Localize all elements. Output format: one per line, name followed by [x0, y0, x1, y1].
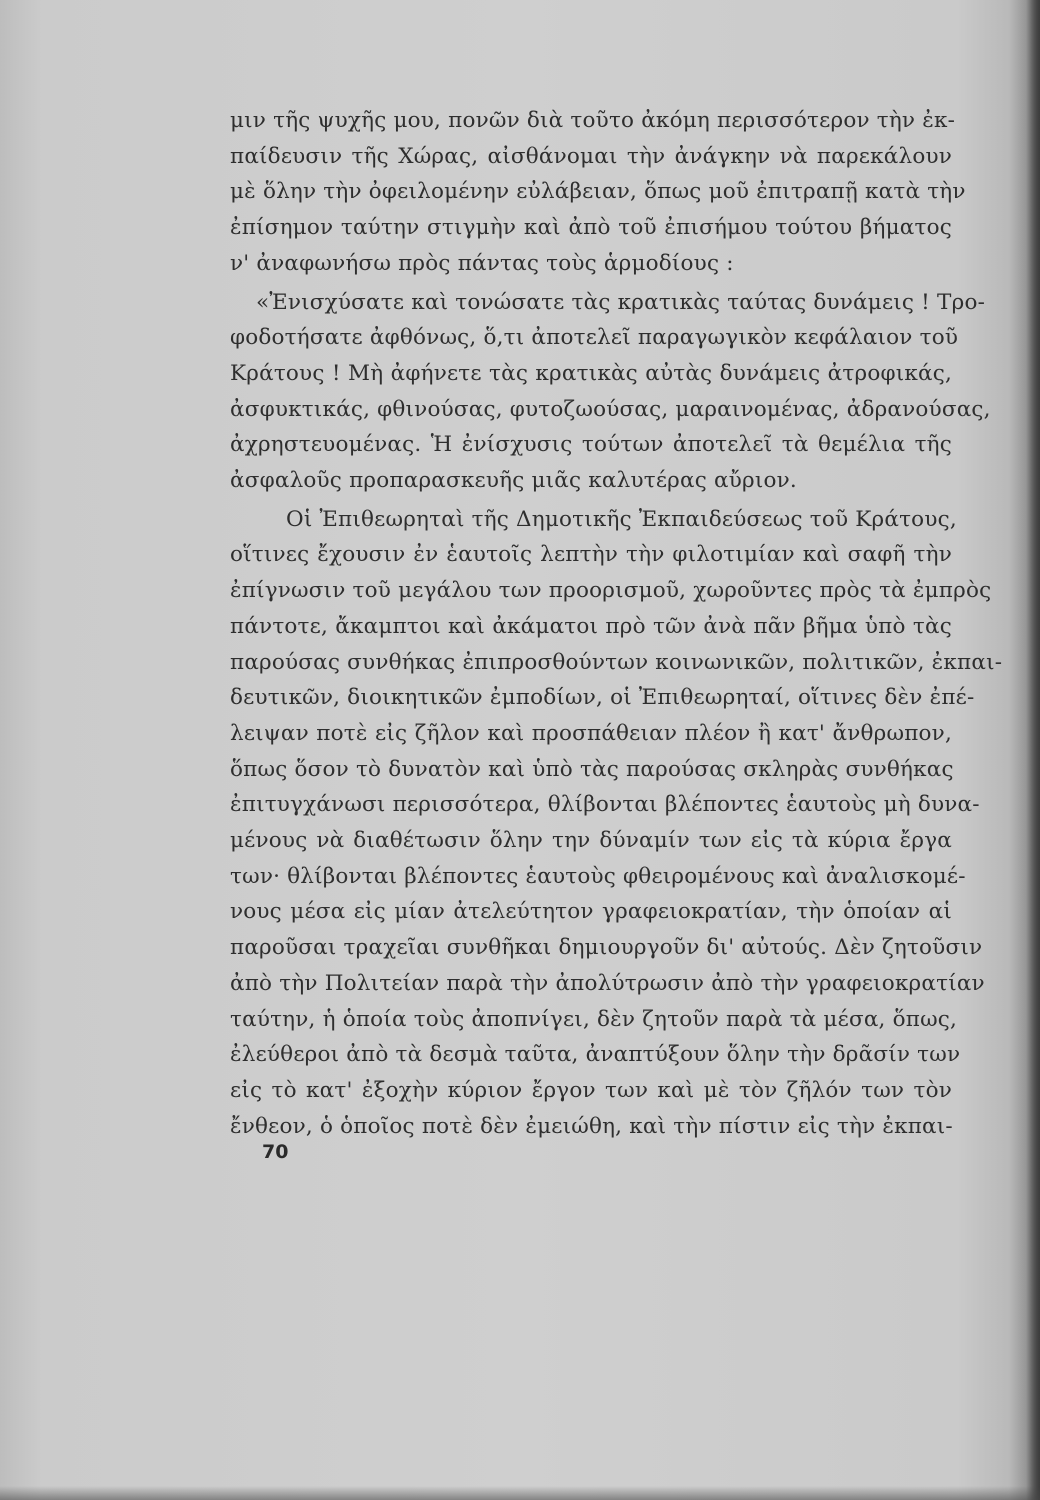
- text-line: ἀχρηστευομένας. Ἡ ἐνίσχυσις τούτων ἀποτελεῖ τὰ θεμέλια τῆς: [230, 432, 952, 458]
- body-text: [230, 103, 1003, 1144]
- page-spine-shadow: [1026, 0, 1040, 1500]
- text-line: ἀπὸ τὴν Πολιτείαν παρὰ τὴν ἀπολύτρωσιν ἀπὸ τὴν γραφειοκρατίαν: [230, 970, 985, 996]
- paragraph-1: [230, 103, 966, 282]
- text-line: φοδοτήσατε ἀφθόνως, ὅ,τι ἀποτελεῖ παραγωγικὸν κεφάλαιον τοῦ: [230, 325, 959, 351]
- text-line: πάντοτε, ἄκαμπτοι καὶ ἀκάματοι πρὸ τῶν ἀνὰ πᾶν βῆμα ὑπὸ τὰς: [230, 613, 952, 639]
- paragraph-3: [230, 502, 1003, 1145]
- text-line: παρούσας συνθήκας ἐπιπροσθούντων κοινωνικῶν, πολιτικῶν, ἐκπαι-: [230, 649, 1003, 675]
- text-line: «Ἐνισχύσατε καὶ τονώσατε τὰς κρατικὰς ταύτας δυνάμεις ! Τρο-: [256, 289, 986, 315]
- paragraph-2: [230, 285, 991, 499]
- text-line: ἐλεύθεροι ἀπὸ τὰ δεσμὰ ταῦτα, ἀναπτύξουν ὅλην τὴν δρᾶσίν των: [230, 1042, 961, 1068]
- text-line: Οἱ Ἐπιθεωρηταὶ τῆς Δημοτικῆς Ἐκπαιδεύσεως τοῦ Κράτους,: [286, 506, 957, 532]
- text-line: δευτικῶν, διοικητικῶν ἐμποδίων, οἱ Ἐπιθεωρηταί, οἵτινες δὲν ἐπέ-: [230, 685, 975, 711]
- text-line: νους μέσα εἰς μίαν ἀτελεύτητον γραφειοκρατίαν, τὴν ὁποίαν αἱ: [230, 899, 952, 925]
- text-line: ὅπως ὅσον τὸ δυνατὸν καὶ ὑπὸ τὰς παρούσας σκληρὰς συνθήκας: [230, 756, 954, 782]
- text-line: ἔνθεον, ὁ ὁποῖος ποτὲ δὲν ἐμειώθη, καὶ τὴν πίστιν εἰς τὴν ἐκπαι-: [230, 1113, 953, 1139]
- text-line: ἐπιτυγχάνωσι περισσότερα, θλίβονται βλέποντες ἑαυτοὺς μὴ δυνα-: [230, 792, 980, 818]
- text-line: ἐπίγνωσιν τοῦ μεγάλου των προορισμοῦ, χωροῦντες πρὸς τὰ ἐμπρὸς: [230, 578, 992, 604]
- text-line: μιν τῆς ψυχῆς μου, πονῶν διὰ τοῦτο ἀκόμη περισσότερον τὴν ἐκ-: [230, 108, 956, 133]
- page-number: 70: [262, 1141, 289, 1163]
- text-line: εἰς τὸ κατ' ἐξοχὴν κύριον ἔργον των καὶ μὲ τὸν ζῆλόν των τὸν: [230, 1077, 952, 1103]
- text-line: ταύτην, ἡ ὁποία τοὺς ἀποπνίγει, δὲν ζητοῦν παρὰ τὰ μέσα, ὅπως,: [230, 1006, 958, 1032]
- text-line: μένους νὰ διαθέτωσιν ὅλην την δύναμίν των εἰς τὰ κύρια ἔργα: [230, 828, 952, 854]
- text-line: παροῦσαι τραχεῖαι συνθῆκαι δημιουργοῦν δι' αὐτούς. Δὲν ζητοῦσιν: [230, 935, 983, 961]
- text-line: ἐπίσημον ταύτην στιγμὴν καὶ ἀπὸ τοῦ ἐπισήμου τούτου βήματος: [230, 215, 952, 241]
- text-line: ν' ἀναφωνήσω πρὸς πάντας τοὺς ἁρμοδίους :: [230, 250, 734, 276]
- text-line: οἵτινες ἔχουσιν ἐν ἑαυτοῖς λεπτὴν τὴν φιλοτιμίαν καὶ σαφῆ τὴν: [230, 542, 952, 568]
- text-line: ἀσφαλοῦς προπαρασκευῆς μιᾶς καλυτέρας αὔριον.: [230, 468, 797, 494]
- text-line: λειψαν ποτὲ εἰς ζῆλον καὶ προσπάθειαν πλέον ἢ κατ' ἄνθρωπον,: [230, 720, 952, 746]
- text-line: των· θλίβονται βλέποντες ἑαυτοὺς φθειρομένους καὶ ἀναλισκομέ-: [230, 863, 966, 889]
- text-line: παίδευσιν τῆς Χώρας, αἰσθάνομαι τὴν ἀνάγκην νὰ παρεκάλουν: [230, 143, 952, 169]
- text-line: Κράτους ! Μὴ ἀφήνετε τὰς κρατικὰς αὐτὰς δυνάμεις ἀτροφικάς,: [230, 360, 952, 386]
- text-line: μὲ ὅλην τὴν ὀφειλομένην εὐλάβειαν, ὅπως μοῦ ἐπιτραπῇ κατὰ τὴν: [230, 179, 966, 205]
- text-line: ἀσφυκτικάς, φθινούσας, φυτοζωούσας, μαραινομένας, ἀδρανούσας,: [230, 396, 991, 422]
